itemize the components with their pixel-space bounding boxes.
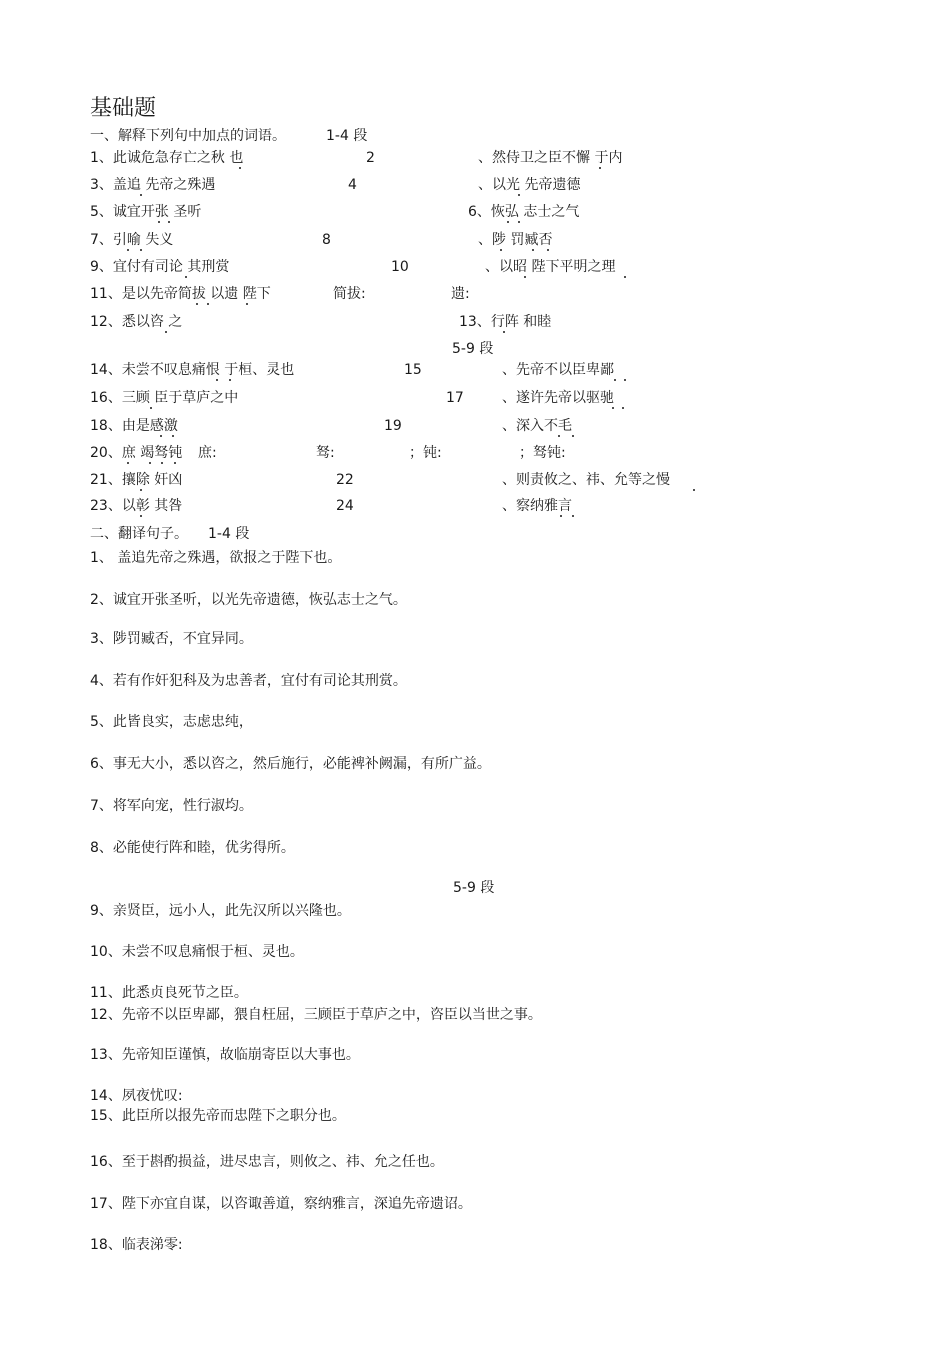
translate-item-1: 1、 盖追先帝之殊遇，欲报之于陛下也。: [90, 550, 342, 566]
vocab-row-11-left: 20、庶 竭驽钝: [90, 445, 183, 461]
translate-item-4: 4、若有作奸犯科及为忠善者，宜付有司论其刑赏。: [90, 673, 407, 689]
vocab-row-6-left: 11、是以先帝简拔 以遗 陛下: [90, 286, 271, 302]
translate-item-13: 13、先帝知臣谨慎，故临崩寄臣以大事也。: [90, 1047, 360, 1063]
section-1-heading: 一、解释下列句中加点的词语。: [90, 128, 286, 144]
vocab-row-13-right: 、察纳雅言: [502, 498, 572, 514]
section-2-range-b: 5-9 段: [453, 880, 495, 896]
vocab-row-1-num: 2: [366, 150, 375, 166]
translate-item-2: 2、诚宜开张圣听，以光先帝遗德，恢弘志士之气。: [90, 592, 407, 608]
vocab-row-4-num: 8: [322, 232, 331, 248]
vocab-row-3-right: 6、恢弘 志士之气: [468, 204, 580, 220]
vocab-row-5-num: 10: [391, 259, 409, 275]
vocab-row-6-right: 遗:: [451, 286, 470, 302]
vocab-row-9-num: 17: [446, 390, 464, 406]
translate-item-10: 10、未尝不叹息痛恨于桓、灵也。: [90, 944, 304, 960]
section-2-range-a: 1-4 段: [208, 526, 250, 542]
vocab-row-4-left: 7、引喻 失义: [90, 232, 174, 248]
vocab-row-5-left: 9、宜付有司论 其刑赏: [90, 259, 230, 275]
vocab-row-1-left: 1、此诚危急存亡之秋 也: [90, 150, 244, 166]
vocab-row-9-left: 16、三顾 臣于草庐之中: [90, 390, 239, 406]
translate-item-6: 6、事无大小，悉以咨之，然后施行，必能裨补阙漏，有所广益。: [90, 756, 491, 772]
vocab-row-8-right: 、先帝不以臣卑鄙: [502, 362, 614, 378]
vocab-row-13-left: 23、以彰 其咎: [90, 498, 183, 514]
page-title: 基础题: [90, 96, 157, 121]
translate-item-12: 12、先帝不以臣卑鄙，猥自枉屈，三顾臣于草庐之中，咨臣以当世之事。: [90, 1007, 542, 1023]
vocab-row-10-right: 、深入不毛: [502, 418, 572, 434]
translate-item-7: 7、将军向宠，性行淑均。: [90, 798, 253, 814]
vocab-row-7-right: 13、行阵 和睦: [459, 314, 552, 330]
vocab-row-13-num: 24: [336, 498, 354, 514]
vocab-row-3-left: 5、诚宜开张 圣听: [90, 204, 202, 220]
translate-item-11: 11、此悉贞良死节之臣。: [90, 985, 248, 1001]
vocab-row-4-right: 、陟 罚臧否: [478, 232, 553, 248]
vocab-row-7-left: 12、悉以咨 之: [90, 314, 183, 330]
translate-item-9: 9、亲贤臣，远小人，此先汉所以兴隆也。: [90, 903, 351, 919]
vocab-row-11-a: 庶:: [198, 445, 217, 461]
vocab-row-8-left: 14、未尝不叹息痛恨 于桓、灵也: [90, 362, 295, 378]
vocab-row-9-right: 、遂许先帝以驱驰: [502, 390, 614, 406]
translate-item-18: 18、临表涕零:: [90, 1237, 183, 1253]
section-2-heading: 二、翻译句子。: [90, 526, 188, 542]
translate-item-14: 14、夙夜忧叹:: [90, 1088, 183, 1104]
vocab-row-2-right: 、以光 先帝遗德: [478, 177, 581, 193]
vocab-row-10-left: 18、由是感激: [90, 418, 178, 434]
vocab-row-11-d: ；驽钝:: [519, 445, 566, 461]
translate-item-8: 8、必能使行阵和睦，优劣得所。: [90, 840, 295, 856]
vocab-row-10-num: 19: [384, 418, 402, 434]
vocab-row-2-num: 4: [348, 177, 357, 193]
vocab-row-2-left: 3、盖追 先帝之殊遇: [90, 177, 216, 193]
translate-item-16: 16、至于斟酌损益，进尽忠言，则攸之、祎、允之任也。: [90, 1154, 444, 1170]
vocab-row-6-mid: 简拔:: [333, 286, 366, 302]
translate-item-5: 5、此皆良实，志虑忠纯，: [90, 714, 253, 730]
vocab-row-8-num: 15: [404, 362, 422, 378]
section-1-range-a: 1-4 段: [326, 128, 368, 144]
section-1-range-b: 5-9 段: [452, 341, 494, 357]
vocab-row-12-right: 、则责攸之、祎、允等之慢: [502, 472, 670, 488]
translate-item-17: 17、陛下亦宜自谋，以咨诹善道，察纳雅言，深追先帝遗诏。: [90, 1196, 472, 1212]
vocab-row-1-right: 、然侍卫之臣不懈 于内: [478, 150, 623, 166]
translate-item-15: 15、此臣所以报先帝而忠陛下之职分也。: [90, 1108, 346, 1124]
vocab-row-12-num: 22: [336, 472, 354, 488]
vocab-row-11-b: 驽:: [316, 445, 335, 461]
vocab-row-11-c: ；钝:: [409, 445, 442, 461]
translate-item-3: 3、陟罚臧否，不宜异同。: [90, 631, 253, 647]
vocab-row-5-right: 、以昭 陛下平明之理: [485, 259, 616, 275]
vocab-row-12-left: 21、攘除 奸凶: [90, 472, 183, 488]
